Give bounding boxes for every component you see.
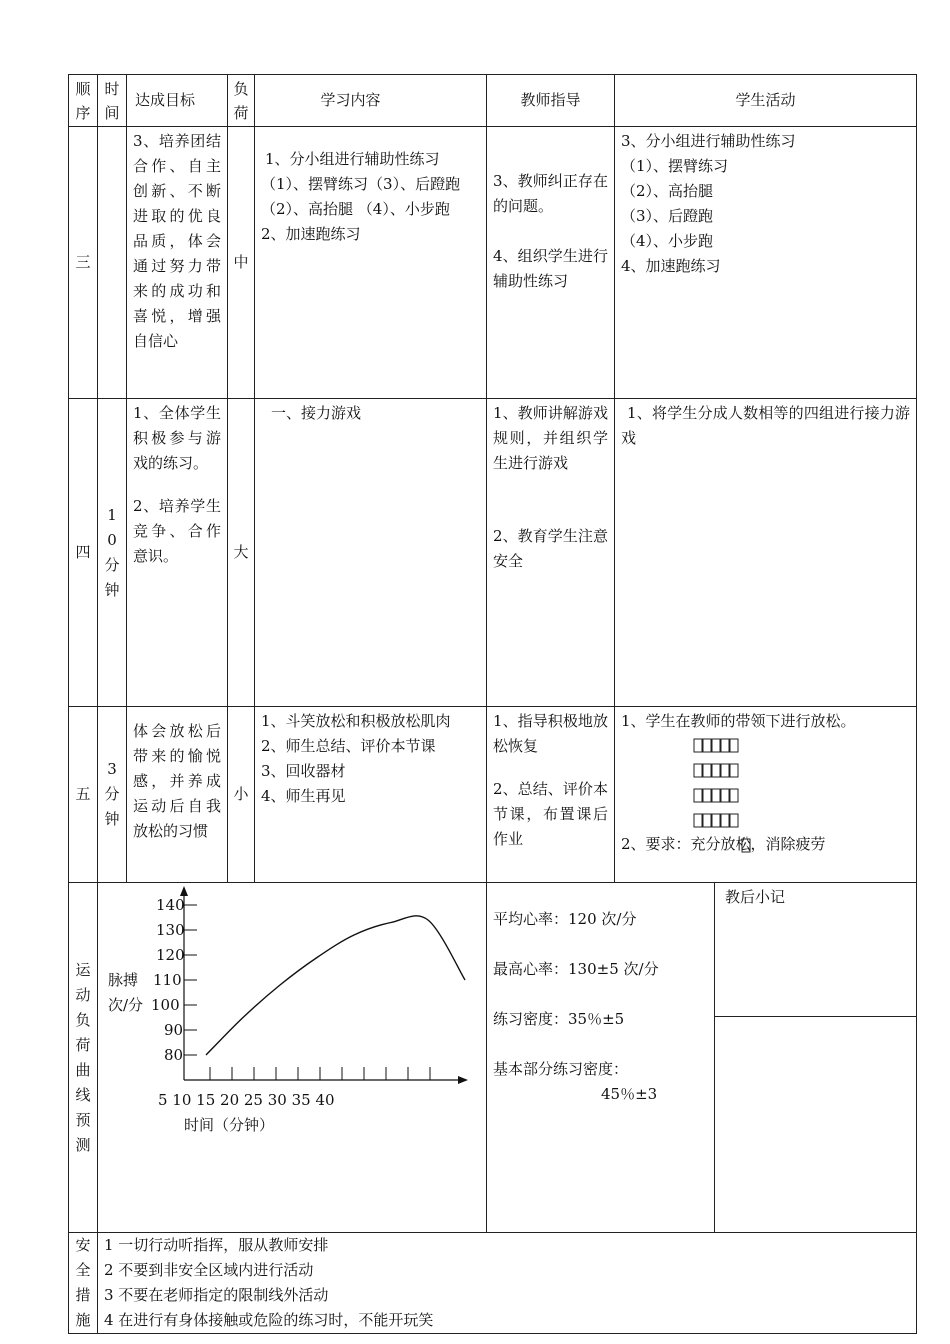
header-load: 负荷 [228,75,255,127]
x-axis-arrow [458,1076,468,1084]
notes-header [715,883,917,1017]
row-3-content-line: 2、加速跑练习 [261,225,361,243]
stat-basic-value: 45％±3 [601,1085,658,1103]
row-3-order: 三 [69,127,98,399]
row-4-goal-line: 2、培养学生竞争、合作意识。 [133,497,221,565]
x-tick-labels: 5 10 15 20 25 30 35 40 [158,1091,335,1109]
header-content: 学习内容 [255,75,487,127]
row-4-teacher [487,399,615,707]
y-axis-label: 脉搏 [108,971,139,989]
row-4-order: 四 [69,399,98,707]
row-5-teacher [487,707,615,883]
row-5-student-line: 2、要求：充分放松，消除疲劳 [621,835,826,853]
safety-item: 3 不要在老师指定的限制线外活动 [104,1286,329,1304]
row-5-content-line: 1、斗笑放松和积极放松肌肉 [261,712,451,730]
row-4-student-line: 1、将学生分成人数相等的四组进行接力游戏 [621,404,911,447]
row-3-teacher-line: 3、教师纠正存在的问题。 [493,172,608,215]
row-3-content-line: 1、分小组进行辅助性练习 [265,150,440,168]
header-time: 时间 [98,75,127,127]
header-order: 顺序 [69,75,98,127]
row-5-content-line: 2、师生总结、评价本节课 [261,737,436,755]
row-5-goal [127,707,228,883]
row-5-load: 小 [228,707,255,883]
row-3-content [255,127,487,399]
row-4-content-line: 一、接力游戏 [271,404,362,422]
row-5 [69,707,917,883]
y-tick-label: 140 [156,896,185,914]
row-5-order: 五 [69,707,98,883]
y-axis-label: 次/分 [108,996,144,1014]
y-tick-label: 80 [164,1046,184,1064]
row-3-goal-text: 3、培养团结合作、自主创新、不断进取的优良品质，体会通过努力带来的成功和喜悦，增强自信心 [133,132,221,350]
x-axis-label: 时间（分钟） [184,1116,275,1134]
row-4-load: 大 [228,399,255,707]
row-3-student [615,127,917,399]
row-4-teacher-line: 2、教育学生注意安全 [493,527,608,570]
y-tick-label: 90 [164,1021,184,1039]
load-curve-label-text: 运动负荷曲线预测 [75,960,91,1154]
formation-icon [621,734,821,859]
load-curve-line [206,916,465,1055]
row-5-student-line: 1、学生在教师的带领下进行放松。 [621,712,856,730]
row-5-content [255,707,487,883]
row-4-goal [127,399,228,707]
safety-item: 2 不要到非安全区域内进行活动 [104,1261,314,1279]
row-3-time [98,127,127,399]
row-3-teacher [487,127,615,399]
header-goal: 达成目标 [127,75,228,127]
y-tick-label: 120 [156,946,185,964]
row-3-student-line: 4、加速跑练习 [621,257,721,275]
row-4-teacher-line: 1、教师讲解游戏规则，并组织学生进行游戏 [493,404,608,472]
row-3-student-line: （4）、小步跑 [621,232,714,250]
formation-diagram [621,734,910,859]
row-3-content-line: （2）、高抬腿 （4）、小步跑 [261,200,450,218]
header-row [69,75,917,127]
safety-label-text: 安全措施 [75,1236,91,1329]
load-curve-chart-cell [98,883,487,1233]
row-4-content [255,399,487,707]
row-5-student [615,707,917,883]
row-4-time: 10分钟 [98,399,127,707]
stats-cell [487,883,715,1233]
row-3-student-line: 3、分小组进行辅助性练习 [621,132,796,150]
row-5-teacher-line: 1、指导积极地放松恢复 [493,712,608,755]
row-5-goal-text: 体会放松后带来的愉悦感，并养成运动后自我放松的习惯 [133,722,221,840]
y-tick-label: 100 [151,996,180,1014]
row-5-content-line: 4、师生再见 [261,787,346,805]
row-5-teacher-line: 2、总结、评价本节课，布置课后作业 [493,780,608,848]
row-3-load: 中 [228,127,255,399]
header-student: 学生活动 [615,75,917,127]
stat-basic-label: 基本部分练习密度： [493,1060,629,1078]
safety-row [69,1233,917,1334]
row-4 [69,399,917,707]
row-3 [69,127,917,399]
row-4-goal-line: 1、全体学生积极参与游戏的练习。 [133,404,221,472]
load-curve-chart [98,883,485,1147]
y-tick-label: 130 [156,921,185,939]
row-5-content-line: 3、回收器材 [261,762,346,780]
y-tick-label: 110 [153,971,182,989]
row-3-student-line: （3）、后蹬跑 [621,207,714,225]
lesson-plan-table [68,74,917,1334]
y-axis-arrow [180,886,188,896]
row-3-student-line: （2）、高抬腿 [621,182,714,200]
row-3-goal [127,127,228,399]
notes-body[interactable] [715,1017,917,1233]
row-5-time: 3分钟 [98,707,127,883]
safety-items [98,1233,917,1334]
header-teacher: 教师指导 [487,75,615,127]
load-curve-label [69,883,98,1233]
row-3-student-line: （1）、摆臂练习 [621,157,729,175]
load-curve-row-top [69,883,917,1017]
safety-item: 1 一切行动听指挥，服从教师安排 [104,1236,329,1254]
row-3-content-line: （1）、摆臂练习（3）、后蹬跑 [261,175,461,193]
row-3-teacher-line: 4、组织学生进行辅助性练习 [493,247,608,290]
safety-label [69,1233,98,1334]
notes-label: 教后小记 [725,888,786,906]
stat-density: 练习密度：35％±5 [493,1010,625,1028]
stat-avg: 平均心率：120 次/分 [493,910,637,928]
row-4-student [615,399,917,707]
stat-max: 最高心率：130±5 次/分 [493,960,659,978]
safety-item: 4 在进行有身体接触或危险的练习时，不能开玩笑 [104,1311,434,1329]
